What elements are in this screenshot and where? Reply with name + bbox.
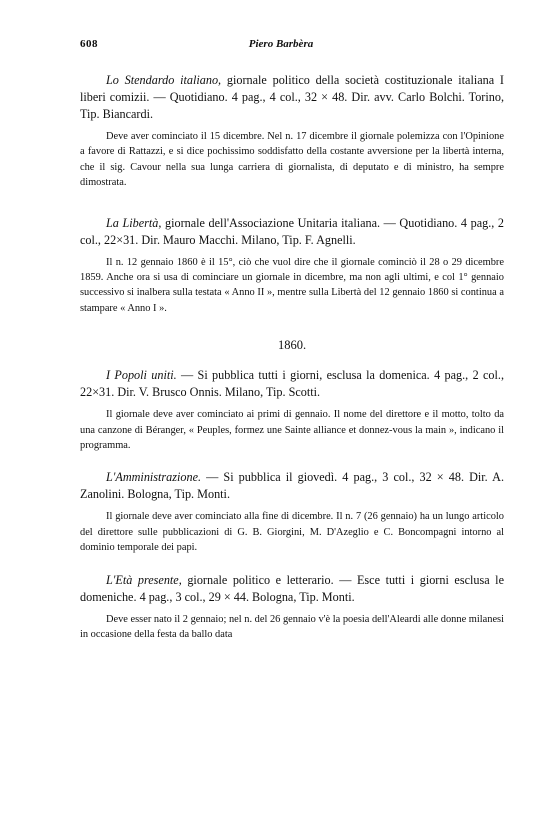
entry-note: Deve esser nato il 2 gennaio; nel n. del 26 gennaio v'è la poesia dell'Aleardi alle donne milanesi in occasione della festa da ballo data — [80, 613, 504, 641]
running-title: Piero Barbèra — [248, 38, 314, 50]
entry-la-liberta — [80, 215, 504, 317]
year-heading: 1860. — [277, 338, 307, 353]
publication-title: I Popoli uniti. — [106, 368, 177, 383]
entry-note: Deve aver cominciato il 15 dicembre. Nel n. 17 dicembre il giornale polemizza con l'Opinione a favore di Rattazzi, e si dice pochissimo soddisfatto della costante avversione per la libertà interna, che il sig. Cavour nella sua lunga carriera di giornalista, di deputato e di ministro, ha sempre dimostrata. — [80, 131, 504, 189]
entry-heading — [80, 367, 504, 401]
entry-amministrazione — [80, 469, 504, 555]
publication-title: L'Amministrazione. — [106, 470, 202, 485]
page-header — [80, 38, 504, 56]
entry-heading — [80, 215, 504, 249]
publication-title: L'Età presente, — [106, 572, 182, 587]
publication-details: — Si pubblica tutti i giorni, esclusa la domenica. 4 pag., 2 col., 22×31. Dir. V. Brusco Onnis. Milano, Tip. Scotti. — [80, 368, 504, 400]
entry-popoli-uniti — [80, 367, 504, 453]
entry-stendardo-italiano — [80, 72, 504, 191]
entry-heading — [80, 469, 504, 503]
publication-title: Lo Stendardo italiano, — [106, 73, 222, 87]
publication-details: giornale politico e letterario. — Esce tutti i giorni esclusa le domeniche. 4 pag., 3 col., 29 × 44. Bologna, Tip. Monti. — [80, 572, 504, 604]
publication-title: La Libertà, — [106, 215, 162, 230]
entry-note: Il n. 12 gennaio 1860 è il 15°, ciò che vuol dire che il giornale cominciò il 28 o 29 dicembre 1859. Anche ora si usa di cominciare un giornale in dicembre, ma non agli ultimi, e col 1° gennaio successivo si inalbera sulla testata « Anno II », mentre sulla Libertà del 12 gennaio 1860 si continua a stampare « Anno I ». — [80, 256, 504, 314]
entry-note: Il giornale deve aver cominciato ai primi di gennaio. Il nome del direttore e il motto, tolto da una canzone di Béranger, « Peuples, formez une Sainte alliance et donnez-vous la main », indicano il programma. — [80, 409, 504, 452]
entry-note: Il giornale deve aver cominciato alla fine di dicembre. Il n. 7 (26 gennaio) ha un lungo articolo del direttore sulle pubblicazioni di G. B. Giorgini, M. D'Azeglio e C. Boncompagni intorno al dominio temporale dei papi. — [80, 511, 504, 554]
entry-eta-presente — [80, 572, 504, 643]
entry-heading — [80, 72, 504, 123]
publication-details: giornale dell'Associazione Unitaria italiana. — Quotidiano. 4 pag., 2 col., 22×31. Dir. Mauro Macchi. Milano, Tip. F. Agnelli. — [80, 215, 504, 247]
publication-details: giornale politico della società costituzionale italiana I liberi comizii. — Quotidiano. 4 pag., 4 col., 32 × 48. Dir. avv. Carlo Bolchi. Torino, Tip. Biancardi. — [80, 73, 504, 121]
page-number: 608 — [80, 38, 98, 50]
publication-details: — Si pubblica il giovedì. 4 pag., 3 col., 32 × 48. Dir. A. Zanolini. Bologna, Tip. Monti. — [80, 470, 504, 502]
entry-heading — [80, 572, 504, 606]
